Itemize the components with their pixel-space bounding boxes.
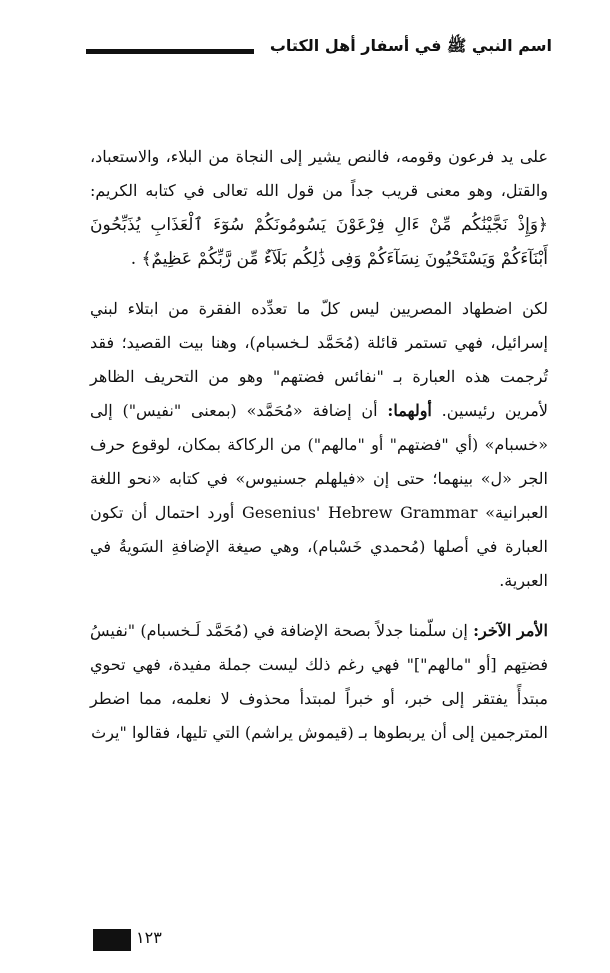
paragraph-2-rest: أن إضافة «مُحَمَّد» (بمعنى "نفيس") إلى «خسبام» (أي "فضتهم" أو "مالهم") من الركاكة بمكان، لوقوع حرف الجر «ل» بينهما؛ حتى إن «فيلهلم جسنيوس» في كتابه «نحو اللغة العبرانية» Gesenius' Hebrew Grammar أورد احتمال أن تكون العبارة في أصلها (مُحمدي خَسْبام)، وهي صيغة الإضافةِ السَويةُ في العبرية. [90, 401, 549, 590]
header-rule [86, 49, 254, 54]
paragraph-3-rest: إن سلّمنا جدلاً بصحة الإضافة في (مُحَمَّد لَـخسبام) "نفيسُ فضتِهم [أو "مالهم"]" فهي رغم ذلك ليست جملة مفيدة، فهي تحوي مبتدأً يفتقر إلى خبر، أو خبراً لمبتدأ محذوف لا نعلمه، مما اضطر المترجمين إلى أن يربطوها بـ (قيموش يراشم) التي تليها، فقالوا "يرث [90, 621, 548, 742]
paragraph-2 [90, 292, 548, 598]
running-header-title: اسم النبي ﷺ في أسفار أهل الكتاب [269, 36, 552, 55]
paragraph-1-intro: على يد فرعون وقومه، فالنص يشير إلى النجاة من البلاء، والاستعباد، والقتل، وهو معنى قريب جداً من قول الله تعالى في كتابه الكريم: [90, 147, 548, 200]
paragraph-1 [90, 140, 548, 276]
paragraph-2-text: لكن اضطهاد المصريين ليس كلّ ما تعدِّده الفقرة من ابتلاء لبني إسرائيل، فهي تستمر قائلة (مُحَمَّد لـخسبام)، وهنا بيت القصيد؛ فقد تُرجمت هذه العبارة بـ "نفائس فضتهم" وهو من التحريف الظاهر لأمرين رئيسين. [90, 299, 549, 420]
paragraph-3-lead: الأمر الآخر: [473, 621, 548, 640]
body-text [90, 140, 548, 750]
footer-block [93, 929, 131, 951]
quran-verse: ﴿وَإِذْ نَجَّيْنَٰكُم مِّنْ ءَالِ فِرْعَوْنَ يَسُومُونَكُمْ سُوٓءَ ٱلْعَذَابِ يُذَبِّحُونَ أَبْنَآءَكُمْ وَيَسْتَحْيُونَ نِسَآءَكُمْ وَفِى ذَٰلِكُم بَلَآءٌ مِّن رَّبِّكُمْ عَظِيمٌ﴾ . [90, 215, 548, 269]
page-number: ١٢٣ [136, 928, 162, 947]
paragraph-3 [90, 614, 548, 750]
paragraph-2-lead: أولهما: [387, 401, 432, 420]
